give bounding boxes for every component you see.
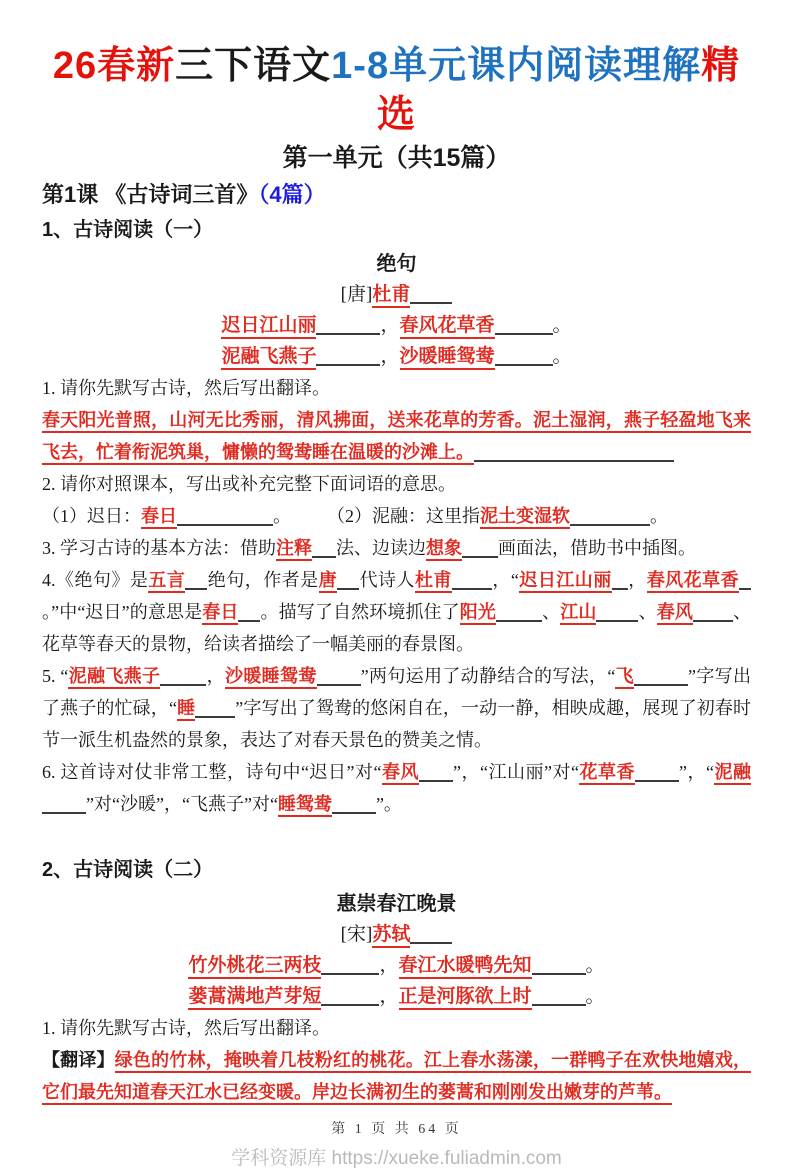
text-segment: 春风花草香: [647, 570, 739, 593]
blank-line: [532, 987, 586, 1006]
blank-line: [495, 347, 553, 366]
text-segment: 1、古诗阅读（一）: [42, 219, 214, 242]
blank-line: [452, 572, 492, 590]
poem-2-line-1: [42, 950, 751, 981]
text-segment: 飞: [615, 666, 634, 689]
text-segment: 春日: [141, 506, 177, 529]
text-segment: 。: [585, 955, 605, 977]
blank-line: [312, 540, 336, 558]
unit-heading: [42, 142, 751, 175]
blank-line: [419, 764, 453, 782]
blank-line: [739, 572, 751, 590]
text-segment: ，: [379, 986, 399, 1008]
poem-2-title: [42, 889, 751, 919]
text-segment: 绝句，作者是: [207, 570, 319, 591]
blank-line: [185, 572, 207, 590]
text-segment: ，: [380, 315, 400, 337]
blank-line: [410, 925, 452, 944]
text-segment: 春天阳光普照，山河无比秀丽，清风拂面，送来花草的芳香。泥土湿润，燕子轻盈地飞来飞去，忙着衔泥筑巢，慵懒的鸳鸯睡在温暖的沙滩上。: [42, 410, 751, 465]
text-segment: ”，“江山丽”对“: [453, 762, 580, 783]
text-segment: 精选: [376, 45, 741, 136]
blank-line: [195, 700, 235, 718]
text-segment: 。: [273, 506, 282, 527]
text-segment: 睡鸳鸯: [278, 794, 332, 817]
text-segment: 2. 请你对照课本，写出或补充完整下面词语的意思。: [42, 474, 456, 495]
text-segment: [282, 506, 336, 526]
text-segment: 绝句: [376, 253, 417, 276]
blank-line: [693, 604, 733, 622]
text-segment: 1-8单元课内阅读理解: [331, 45, 702, 87]
text-segment: 注释: [276, 538, 312, 561]
answer-translation-1: [42, 404, 751, 468]
text-segment: 迟日江山丽: [221, 315, 316, 339]
text-segment: ”两句运用了动静结合的写法，“: [360, 666, 616, 687]
text-segment: 春风: [657, 602, 693, 625]
text-segment: 蒌蒿满地芦芽短: [188, 986, 321, 1010]
text-segment: 绿色的竹林，掩映着几枝粉红的桃花。江上春水荡漾，一群鸭子在欢快地嬉戏，它们最先知道春天江水已经变暖。岸边长满初生的蒌蒿和刚刚发出嫩芽的芦苇。: [42, 1050, 751, 1105]
blank-line: [317, 668, 361, 686]
text-segment: 2、古诗阅读（二）: [42, 859, 214, 882]
text-segment: ”，“: [679, 762, 715, 783]
blank-line: [635, 764, 679, 782]
poem-2-author: [42, 919, 751, 950]
blank-line: [532, 956, 586, 975]
blank-line: [495, 316, 553, 335]
text-segment: ”。: [375, 794, 402, 815]
text-segment: 1. 请你先默写古诗，然后写出翻译。: [42, 1018, 330, 1039]
lesson-heading: [42, 180, 751, 210]
text-segment: 泥融: [714, 762, 751, 785]
text-segment: （4篇）: [258, 181, 326, 207]
question-1-2-items: [42, 500, 751, 532]
text-segment: 6. 这首诗对仗非常工整，诗句中“迟日”对“: [42, 762, 382, 783]
blank-line: [612, 572, 628, 590]
blank-line: [316, 347, 380, 366]
text-segment: 画面法，借助书中插图。: [498, 538, 696, 559]
text-segment: 代诗人: [359, 570, 415, 591]
text-segment: 、花草等春天的景物，给读者描绘了一幅美丽的春景图。: [42, 602, 752, 655]
text-segment: ，“: [491, 570, 519, 591]
blank-line: [496, 604, 542, 622]
text-segment: 阳光: [460, 602, 496, 625]
text-segment: ，: [206, 666, 226, 687]
blank-line: [462, 540, 498, 558]
blank-line: [570, 508, 650, 526]
text-segment: ，: [380, 346, 400, 368]
blank-line: [634, 668, 688, 686]
text-segment: ”字写出了燕子的忙碌，“: [42, 666, 752, 719]
text-segment: [宋]: [340, 924, 373, 946]
blank-line: [474, 444, 674, 462]
text-segment: 竹外桃花三两枝: [188, 955, 321, 979]
text-segment: 唐: [319, 570, 337, 593]
question-1-1: [42, 372, 751, 404]
text-segment: 苏轼: [372, 924, 410, 948]
text-segment: 五言: [148, 570, 185, 593]
question-1-4: [42, 564, 751, 660]
question-1-6: [42, 756, 751, 820]
text-segment: 第1课 《古诗词三首》: [42, 181, 259, 207]
poem-1-title: [42, 249, 751, 279]
text-segment: 三下语文: [175, 45, 332, 87]
watermark: 学科资源库 https://xueke.fuliadmin.com: [231, 1148, 562, 1170]
text-segment: ，: [627, 570, 647, 591]
text-segment: ”对“沙暖”，“飞燕子”对“: [86, 794, 278, 815]
blank-line: [42, 796, 86, 814]
text-segment: 春风花草香: [400, 315, 495, 339]
text-segment: 春日: [202, 602, 238, 625]
blank-line: [160, 668, 206, 686]
text-segment: 。: [552, 346, 572, 368]
answer-translation-2: [42, 1044, 751, 1108]
text-segment: （2）泥融：这里指: [336, 506, 480, 527]
page-number: 第 1 页 共 64 页: [331, 1122, 462, 1138]
blank-line: [337, 572, 359, 590]
question-2-1: [42, 1012, 751, 1044]
main-title: [42, 42, 751, 139]
question-1-3: [42, 532, 751, 564]
question-1-5: [42, 660, 751, 756]
text-segment: 1. 请你先默写古诗，然后写出翻译。: [42, 378, 330, 399]
text-segment: [唐]: [340, 284, 373, 306]
poem-2-line-2: [42, 981, 751, 1012]
text-segment: 正是河豚欲上时: [399, 986, 532, 1010]
poem-1-line-2: [42, 341, 751, 372]
text-segment: 春江水暖鸭先知: [399, 955, 532, 979]
blank-line: [238, 604, 260, 622]
section-heading-2: [42, 856, 751, 884]
question-1-2: [42, 468, 751, 500]
text-segment: （1）迟日：: [42, 506, 141, 527]
text-segment: 泥融飞燕子: [221, 346, 316, 370]
poem-1-line-1: [42, 310, 751, 341]
text-segment: 、: [542, 602, 561, 623]
blank-line: [316, 316, 380, 335]
text-segment: 睡: [177, 698, 195, 721]
blank-line: [321, 956, 379, 975]
text-segment: 4.《绝句》是: [42, 570, 149, 591]
section-heading-1: [42, 216, 751, 244]
document-content: [42, 42, 751, 1108]
text-segment: 花草香: [579, 762, 635, 785]
text-segment: 沙暖睡鸳鸯: [400, 346, 495, 370]
text-segment: 杜甫: [415, 570, 452, 593]
text-segment: 法、边读边: [336, 538, 426, 559]
text-segment: 、: [638, 602, 657, 623]
blank-line: [177, 508, 273, 526]
text-segment: 3. 学习古诗的基本方法：借助: [42, 538, 276, 559]
text-segment: 惠崇春江晚景: [336, 893, 457, 916]
text-segment: 泥土变湿软: [480, 506, 570, 529]
text-segment: ”字写出了鸳鸯的悠闲自在，一动一静，相映成趣，展现了初春时节一派生机盎然的景象，表达了对春天景色的赞美之情。: [42, 698, 751, 751]
text-segment: 。”中“迟日”的意思是: [42, 602, 203, 623]
text-segment: 。: [552, 315, 572, 337]
text-segment: ，: [379, 955, 399, 977]
blank-line: [321, 987, 379, 1006]
blank-line: [332, 796, 376, 814]
text-segment: 【翻译】: [42, 1050, 115, 1071]
text-segment: 杜甫: [372, 284, 410, 308]
text-segment: 春风: [382, 762, 420, 785]
text-segment: 5. “: [42, 666, 69, 687]
text-segment: 。: [585, 986, 605, 1008]
text-segment: 泥融飞燕子: [68, 666, 160, 689]
text-segment: 想象: [426, 538, 462, 561]
text-segment: 沙暖睡鸳鸯: [225, 666, 317, 689]
text-segment: 第一单元（共15篇）: [282, 144, 511, 173]
blank-line: [410, 285, 452, 304]
text-segment: 迟日江山丽: [519, 570, 612, 593]
poem-1-author: [42, 279, 751, 310]
text-segment: 。: [650, 506, 668, 527]
text-segment: 。描写了自然环境抓住了: [260, 602, 460, 623]
blank-line: [596, 604, 638, 622]
text-segment: 江山: [560, 602, 596, 625]
text-segment: 26春新: [52, 45, 176, 87]
